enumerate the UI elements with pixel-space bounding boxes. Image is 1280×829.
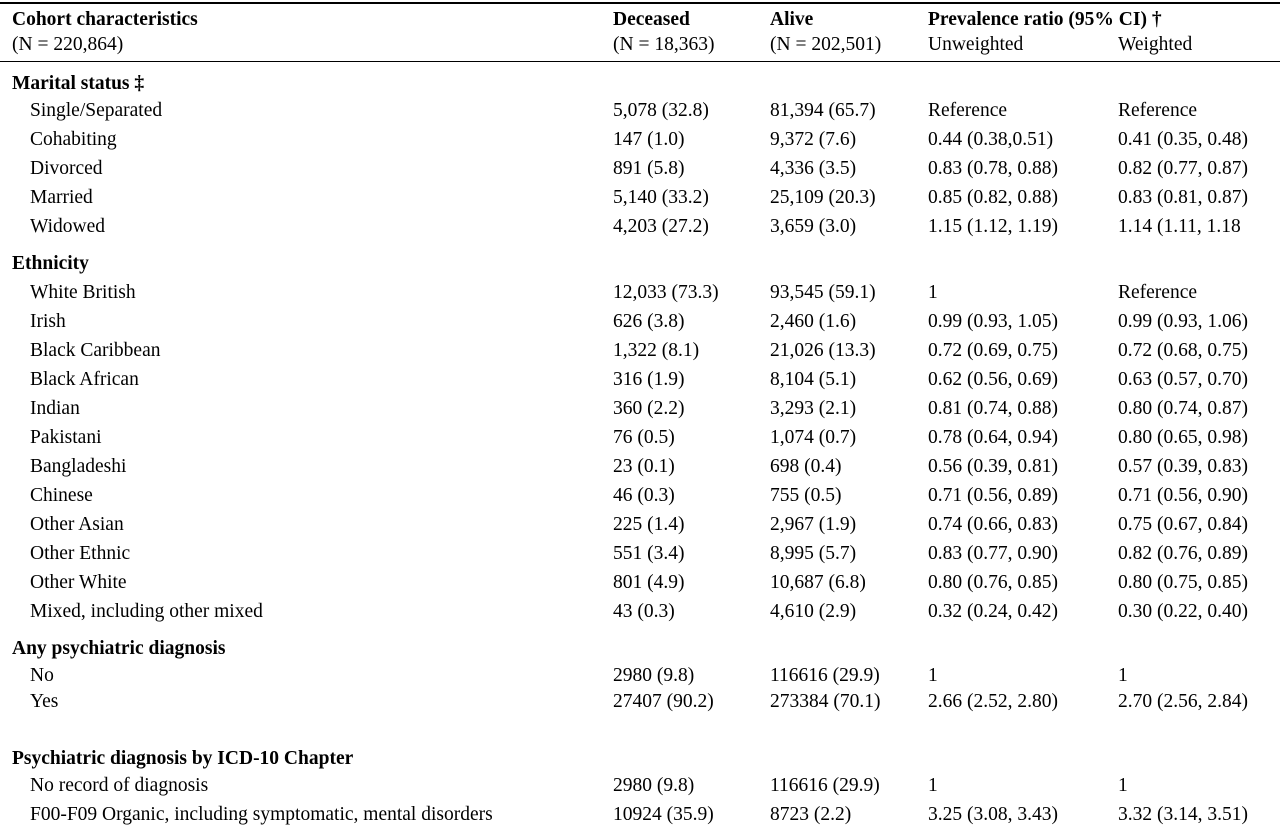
deceased-value: 4,203 (27.2) [613,216,709,237]
weighted-pr: 0.82 (0.77, 0.87) [1118,158,1248,179]
row-label: Mixed, including other mixed [30,601,263,622]
alive-value: 10,687 (6.8) [770,572,866,593]
header-cohort-title: Cohort characteristics [12,9,198,30]
header-cohort-n: (N = 220,864) [12,34,124,55]
unweighted-pr: 0.83 (0.77, 0.90) [928,543,1058,564]
alive-value: 2,460 (1.6) [770,311,857,332]
deceased-value: 5,078 (32.8) [613,100,709,121]
deceased-value: 1,322 (8.1) [613,340,700,361]
weighted-pr: 1 [1118,775,1128,796]
weighted-pr: 0.80 (0.75, 0.85) [1118,572,1248,593]
row-label: F00-F09 Organic, including symptomatic, mental disorders [30,804,493,825]
weighted-pr: Reference [1118,100,1198,121]
deceased-value: 12,033 (73.3) [613,282,719,303]
deceased-value: 43 (0.3) [613,601,675,622]
weighted-pr: 0.99 (0.93, 1.06) [1118,311,1248,332]
alive-value: 698 (0.4) [770,456,842,477]
row-label: Black African [30,369,139,390]
deceased-value: 316 (1.9) [613,369,685,390]
row-label: Yes [30,691,59,712]
row-label: Other White [30,572,127,593]
row-label: Irish [30,311,66,332]
weighted-pr: 2.70 (2.56, 2.84) [1118,691,1248,712]
section-title: Ethnicity [12,253,89,274]
alive-value: 2,967 (1.9) [770,514,857,535]
weighted-pr: 0.80 (0.65, 0.98) [1118,427,1248,448]
weighted-pr: 0.41 (0.35, 0.48) [1118,129,1248,150]
weighted-pr: 0.80 (0.74, 0.87) [1118,398,1248,419]
alive-value: 273384 (70.1) [770,691,881,712]
alive-value: 81,394 (65.7) [770,100,876,121]
row-label: White British [30,282,136,303]
row-label: Married [30,187,93,208]
alive-value: 8,104 (5.1) [770,369,857,390]
alive-value: 755 (0.5) [770,485,842,506]
alive-value: 116616 (29.9) [770,665,880,686]
deceased-value: 10924 (35.9) [613,804,714,825]
alive-value: 9,372 (7.6) [770,129,857,150]
weighted-pr: 0.72 (0.68, 0.75) [1118,340,1248,361]
unweighted-pr: 0.80 (0.76, 0.85) [928,572,1058,593]
weighted-pr: 0.82 (0.76, 0.89) [1118,543,1248,564]
weighted-pr: 3.32 (3.14, 3.51) [1118,804,1248,825]
row-label: Other Ethnic [30,543,131,564]
weighted-pr: 0.71 (0.56, 0.90) [1118,485,1248,506]
weighted-pr: 1.14 (1.11, 1.18 [1118,216,1241,237]
alive-value: 21,026 (13.3) [770,340,876,361]
unweighted-pr: 0.71 (0.56, 0.89) [928,485,1058,506]
header-prevalence-title: Prevalence ratio (95% CI) † [928,9,1162,30]
header-deceased-n: (N = 18,363) [613,34,715,55]
unweighted-pr: 0.44 (0.38,0.51) [928,129,1054,150]
unweighted-pr: 1.15 (1.12, 1.19) [928,216,1058,237]
weighted-pr: 0.57 (0.39, 0.83) [1118,456,1248,477]
unweighted-pr: 0.81 (0.74, 0.88) [928,398,1058,419]
alive-value: 3,659 (3.0) [770,216,857,237]
weighted-pr: 0.63 (0.57, 0.70) [1118,369,1248,390]
row-label: Single/Separated [30,100,163,121]
unweighted-pr: 0.32 (0.24, 0.42) [928,601,1058,622]
section-title: Marital status ‡ [12,73,145,94]
deceased-value: 551 (3.4) [613,543,685,564]
row-label: Black Caribbean [30,340,161,361]
deceased-value: 360 (2.2) [613,398,685,419]
header-unweighted: Unweighted [928,34,1024,55]
deceased-value: 2980 (9.8) [613,775,695,796]
deceased-value: 801 (4.9) [613,572,685,593]
row-label: Pakistani [30,427,102,448]
weighted-pr: 1 [1118,665,1128,686]
weighted-pr: 0.75 (0.67, 0.84) [1118,514,1248,535]
weighted-pr: Reference [1118,282,1198,303]
unweighted-pr: 0.99 (0.93, 1.05) [928,311,1058,332]
alive-value: 1,074 (0.7) [770,427,857,448]
header-weighted: Weighted [1118,34,1193,55]
deceased-value: 891 (5.8) [613,158,685,179]
header-alive-n: (N = 202,501) [770,34,882,55]
alive-value: 116616 (29.9) [770,775,880,796]
row-label: No [30,665,54,686]
row-label: No record of diagnosis [30,775,209,796]
deceased-value: 147 (1.0) [613,129,685,150]
header-alive-title: Alive [770,9,814,30]
unweighted-pr: 0.74 (0.66, 0.83) [928,514,1058,535]
row-label: Cohabiting [30,129,117,150]
alive-value: 4,610 (2.9) [770,601,857,622]
row-label: Divorced [30,158,103,179]
unweighted-pr: Reference [928,100,1008,121]
deceased-value: 225 (1.4) [613,514,685,535]
deceased-value: 2980 (9.8) [613,665,695,686]
unweighted-pr: 0.85 (0.82, 0.88) [928,187,1058,208]
top-rule [0,2,1280,4]
alive-value: 25,109 (20.3) [770,187,876,208]
deceased-value: 23 (0.1) [613,456,675,477]
weighted-pr: 0.83 (0.81, 0.87) [1118,187,1248,208]
deceased-value: 626 (3.8) [613,311,685,332]
unweighted-pr: 1 [928,282,938,303]
unweighted-pr: 2.66 (2.52, 2.80) [928,691,1058,712]
alive-value: 8,995 (5.7) [770,543,857,564]
unweighted-pr: 0.83 (0.78, 0.88) [928,158,1058,179]
section-title: Psychiatric diagnosis by ICD-10 Chapter [12,748,354,769]
deceased-value: 46 (0.3) [613,485,675,506]
row-label: Other Asian [30,514,124,535]
unweighted-pr: 0.72 (0.69, 0.75) [928,340,1058,361]
alive-value: 93,545 (59.1) [770,282,876,303]
section-title: Any psychiatric diagnosis [12,638,226,659]
unweighted-pr: 3.25 (3.08, 3.43) [928,804,1058,825]
unweighted-pr: 0.62 (0.56, 0.69) [928,369,1058,390]
row-label: Chinese [30,485,93,506]
unweighted-pr: 0.78 (0.64, 0.94) [928,427,1058,448]
unweighted-pr: 1 [928,775,938,796]
row-label: Bangladeshi [30,456,127,477]
alive-value: 4,336 (3.5) [770,158,857,179]
unweighted-pr: 0.56 (0.39, 0.81) [928,456,1058,477]
deceased-value: 76 (0.5) [613,427,675,448]
alive-value: 8723 (2.2) [770,804,852,825]
row-label: Indian [30,398,80,419]
row-label: Widowed [30,216,106,237]
header-rule [0,61,1280,62]
alive-value: 3,293 (2.1) [770,398,857,419]
deceased-value: 27407 (90.2) [613,691,714,712]
header-deceased-title: Deceased [613,9,690,30]
weighted-pr: 0.30 (0.22, 0.40) [1118,601,1248,622]
unweighted-pr: 1 [928,665,938,686]
deceased-value: 5,140 (33.2) [613,187,709,208]
